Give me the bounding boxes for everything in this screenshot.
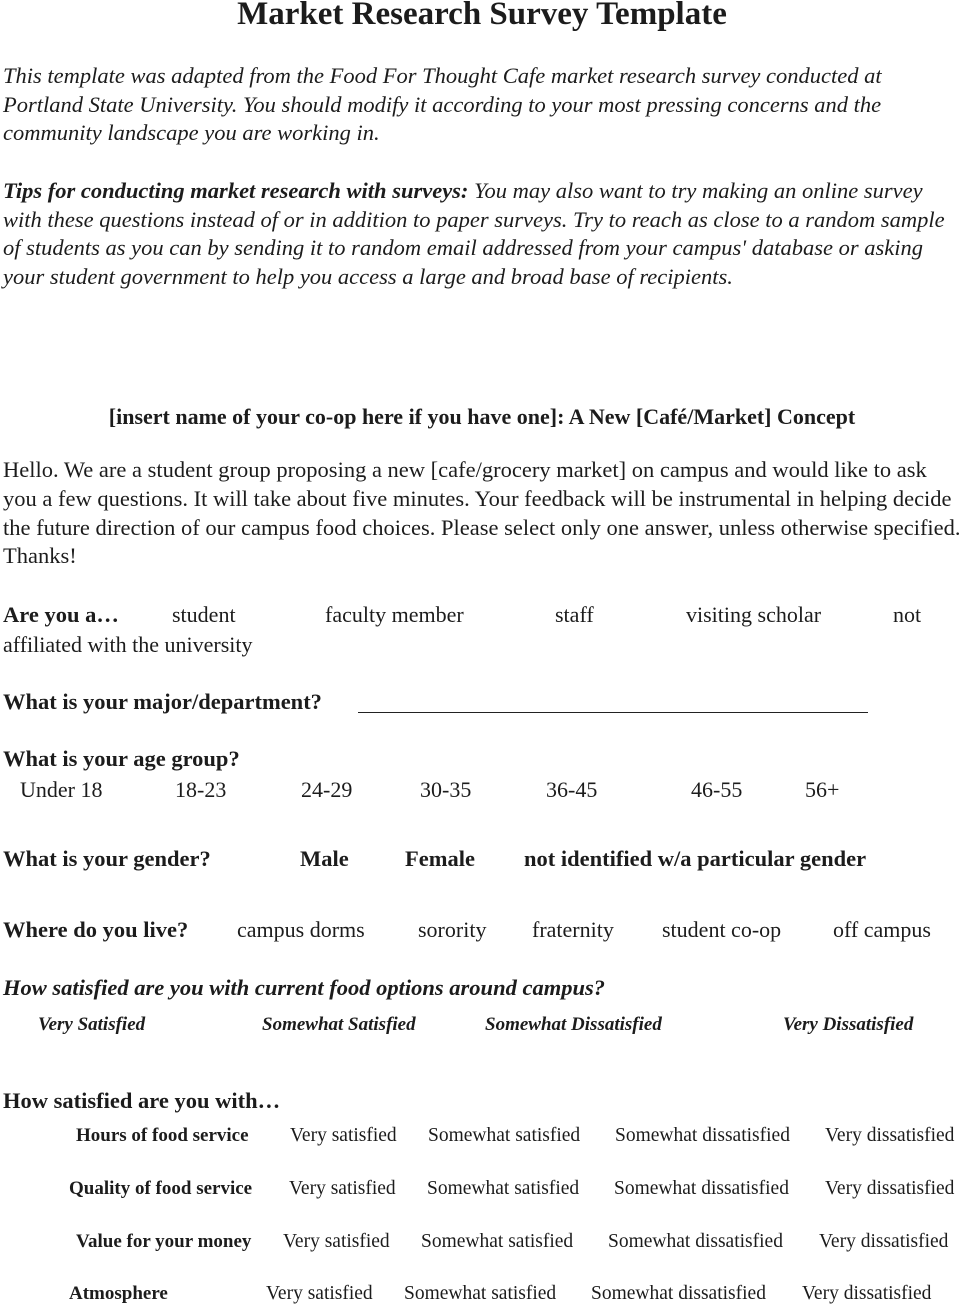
page-title: Market Research Survey Template [237, 0, 727, 32]
tips-paragraph [3, 177, 961, 292]
option-role-not-affiliated[interactable]: not [893, 602, 922, 627]
option-gender-female[interactable]: Female [405, 846, 475, 871]
option-gender-not-identified[interactable]: not identified w/a particular gender [524, 846, 867, 871]
option-role-faculty[interactable]: faculty member [325, 602, 464, 627]
question-residence: Where do you live? [3, 917, 189, 942]
tips-body: You may also want to try making an online survey with these questions instead of or in addition to paper surveys. Try to reach as close to a random sample of students as you can by sending it to random email addressed from your campus' database or asking your student government to help you access a large and broad base of recipients. [3, 178, 945, 290]
row-label-atmosphere: Atmosphere [69, 1283, 168, 1304]
option-food-satisfaction[interactable]: Very Dissatisfied [783, 1014, 914, 1035]
intro-paragraph: This template was adapted from the Food For Thought Cafe market research survey conducted at Portland State University. You should modify it according to your most pressing concerns and the community landscape you are working in. [3, 63, 882, 146]
question-role: Are you a… [3, 602, 119, 627]
option-age[interactable]: Under 18 [20, 777, 103, 802]
option-age[interactable]: 56+ [805, 777, 840, 802]
option-value[interactable]: Very dissatisfied [819, 1231, 949, 1252]
option-value[interactable]: Very satisfied [283, 1231, 390, 1252]
option-age[interactable]: 18-23 [175, 777, 227, 802]
option-age[interactable]: 30-35 [420, 777, 472, 802]
question-gender: What is your gender? [3, 846, 211, 871]
option-gender-male[interactable]: Male [300, 846, 349, 871]
option-atmosphere[interactable]: Very satisfied [266, 1283, 373, 1304]
option-residence[interactable]: student co-op [662, 917, 782, 942]
option-age[interactable]: 24-29 [301, 777, 353, 802]
option-food-satisfaction[interactable]: Somewhat Dissatisfied [485, 1014, 662, 1035]
option-atmosphere[interactable]: Very dissatisfied [802, 1283, 932, 1304]
option-value[interactable]: Somewhat dissatisfied [608, 1231, 783, 1252]
option-residence[interactable]: fraternity [532, 917, 614, 942]
option-atmosphere[interactable]: Somewhat satisfied [404, 1283, 557, 1304]
option-age[interactable]: 46-55 [691, 777, 743, 802]
option-atmosphere[interactable]: Somewhat dissatisfied [591, 1283, 766, 1304]
row-label-quality: Quality of food service [69, 1178, 253, 1199]
question-age: What is your age group? [3, 746, 240, 771]
option-food-satisfaction[interactable]: Very Satisfied [38, 1014, 146, 1035]
option-residence[interactable]: sorority [418, 917, 487, 942]
major-answer-line[interactable] [358, 712, 868, 713]
question-major: What is your major/department? [3, 689, 322, 714]
option-quality[interactable]: Very dissatisfied [825, 1178, 955, 1199]
option-hours[interactable]: Somewhat dissatisfied [615, 1125, 790, 1146]
row-label-hours: Hours of food service [76, 1125, 249, 1146]
option-hours[interactable]: Very dissatisfied [825, 1125, 955, 1146]
option-hours[interactable]: Very satisfied [290, 1125, 397, 1146]
question-food-satisfaction: How satisfied are you with current food options around campus? [3, 975, 605, 1000]
option-residence[interactable]: off campus [833, 917, 931, 942]
option-role-visiting-scholar[interactable]: visiting scholar [686, 602, 822, 627]
survey-subtitle: [insert name of your co-op here if you have one]: A New [Café/Market] Concept [108, 404, 856, 429]
option-value[interactable]: Somewhat satisfied [421, 1231, 574, 1252]
greeting-paragraph: Hello. We are a student group proposing a new [cafe/grocery market] on campus and would like to ask you a few questions. It will take about five minutes. Your feedback will be instrumental in helping decide the future direction of our campus food choices. Please select only one answer, unless otherwise specified. Thanks! [3, 457, 961, 569]
option-age[interactable]: 36-45 [546, 777, 598, 802]
option-role-staff[interactable]: staff [555, 602, 594, 627]
tips-heading: Tips for conducting market research with surveys: [3, 178, 469, 203]
option-hours[interactable]: Somewhat satisfied [428, 1125, 581, 1146]
row-label-value: Value for your money [76, 1231, 252, 1252]
option-role-not-affiliated-cont[interactable]: affiliated with the university [3, 632, 253, 657]
option-quality[interactable]: Very satisfied [289, 1178, 396, 1199]
option-residence[interactable]: campus dorms [237, 917, 365, 942]
option-food-satisfaction[interactable]: Somewhat Satisfied [262, 1014, 416, 1035]
question-satisfied-with: How satisfied are you with… [3, 1088, 281, 1113]
option-quality[interactable]: Somewhat satisfied [427, 1178, 580, 1199]
option-quality[interactable]: Somewhat dissatisfied [614, 1178, 789, 1199]
option-role-student[interactable]: student [172, 602, 236, 627]
